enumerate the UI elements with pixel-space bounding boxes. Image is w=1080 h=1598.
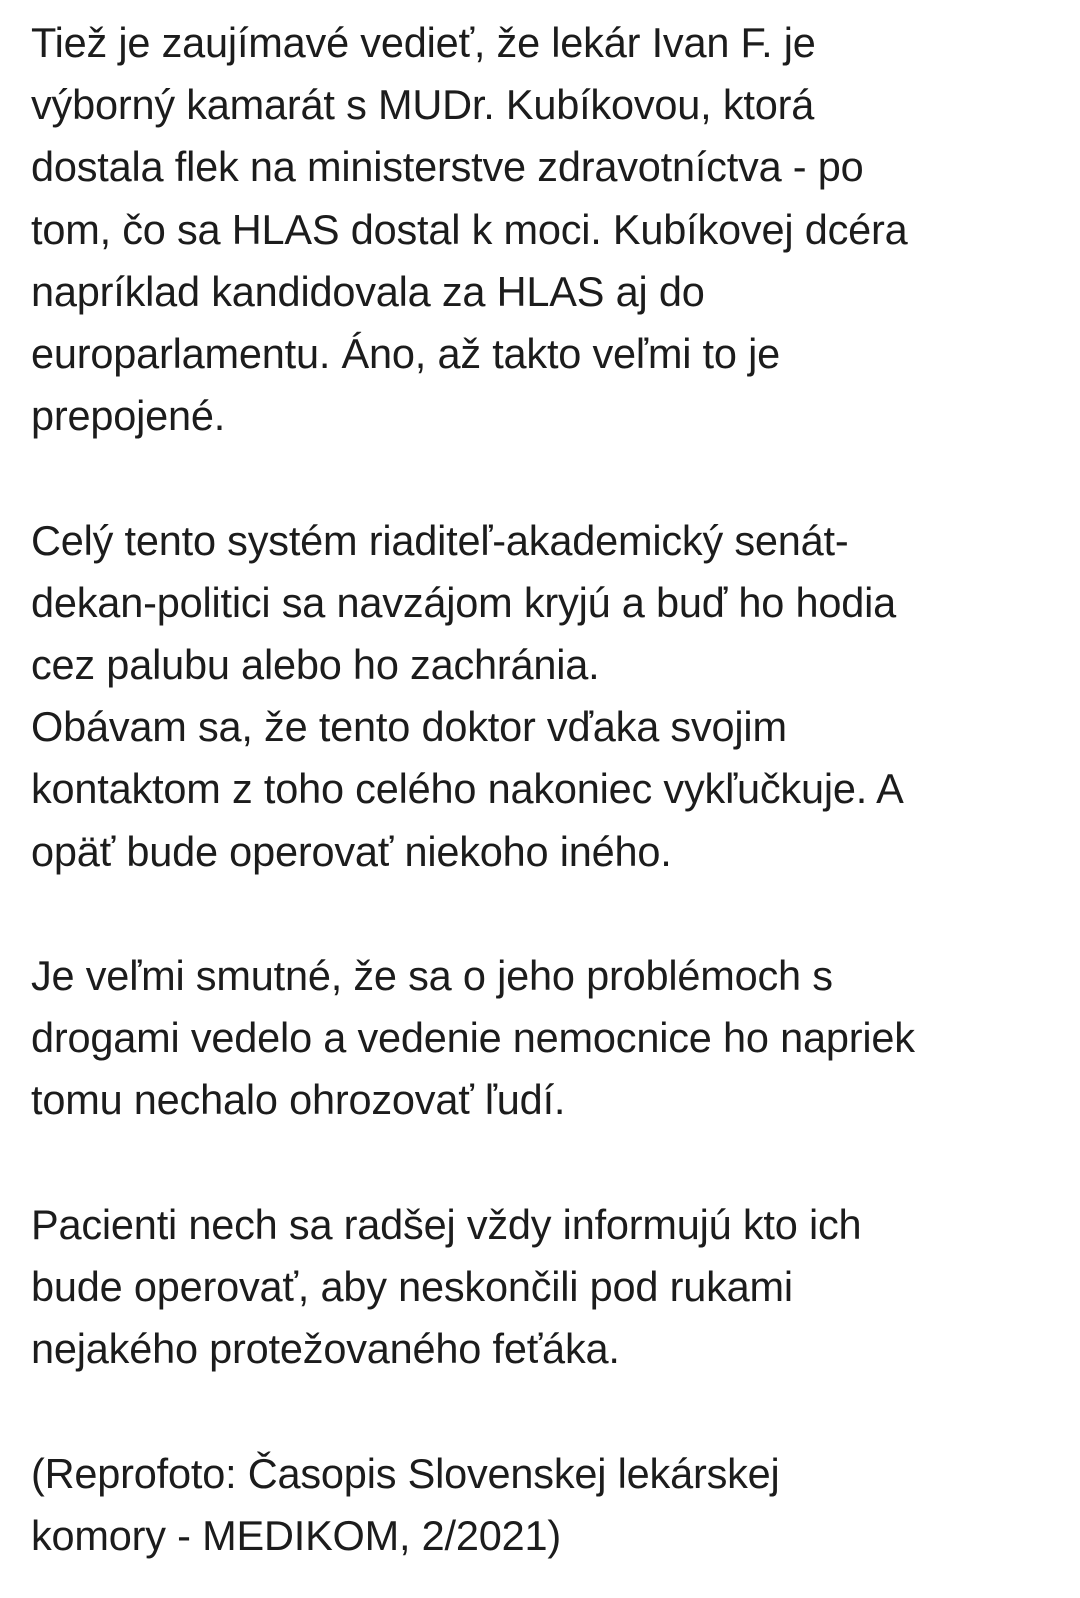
text-line: Celý tento systém riaditeľ-akademický senát- [31,516,849,564]
text-line: opäť bude operovať niekoho iného. [31,827,672,875]
text-line: napríklad kandidovala za HLAS aj do [31,267,705,315]
text-line: bude operovať, aby neskončili pod rukami [31,1263,793,1311]
text-line: Je veľmi smutné, že sa o jeho problémoch s [31,952,833,1000]
paragraph-3 [31,945,1060,1132]
text-line: prepojené. [31,392,226,440]
text-line: Obávam sa, že tento doktor vďaka svojim [31,703,787,751]
text-line: kontaktom z toho celého nakoniec vykľučkuje. A [31,765,904,813]
text-line: komory - MEDIKOM, 2/2021) [31,1511,562,1559]
text-line: Tiež je zaujímavé vedieť, že lekár Ivan F. je [31,19,816,66]
text-line: tomu nechalo ohrozovať ľudí. [31,1076,566,1124]
paragraph-1 [31,12,1060,447]
text-line: Pacienti nech sa radšej vždy informujú kto ich [31,1200,862,1248]
text-line: drogami vedelo a vedenie nemocnice ho napriek [31,1014,915,1062]
text-line: nejakého protežovaného feťáka. [31,1325,620,1373]
paragraph-4 [31,1194,1060,1381]
text-line: dekan-politici sa navzájom kryjú a buď ho hodia [31,578,897,626]
text-line: europarlamentu. Áno, až takto veľmi to je [31,330,780,378]
text-line: výborný kamarát s MUDr. Kubíkovou, ktorá [31,81,815,129]
text-line: tom, čo sa HLAS dostal k moci. Kubíkovej dcéra [31,205,908,253]
text-line: (Reprofoto: Časopis Slovenskej lekárskej [31,1449,780,1497]
paragraph-2 [31,510,1060,883]
text-line: dostala flek na ministerstve zdravotníctva - po [31,143,864,191]
text-line: cez palubu alebo ho zachránia. [31,641,600,689]
photo-credit [31,1443,1060,1567]
